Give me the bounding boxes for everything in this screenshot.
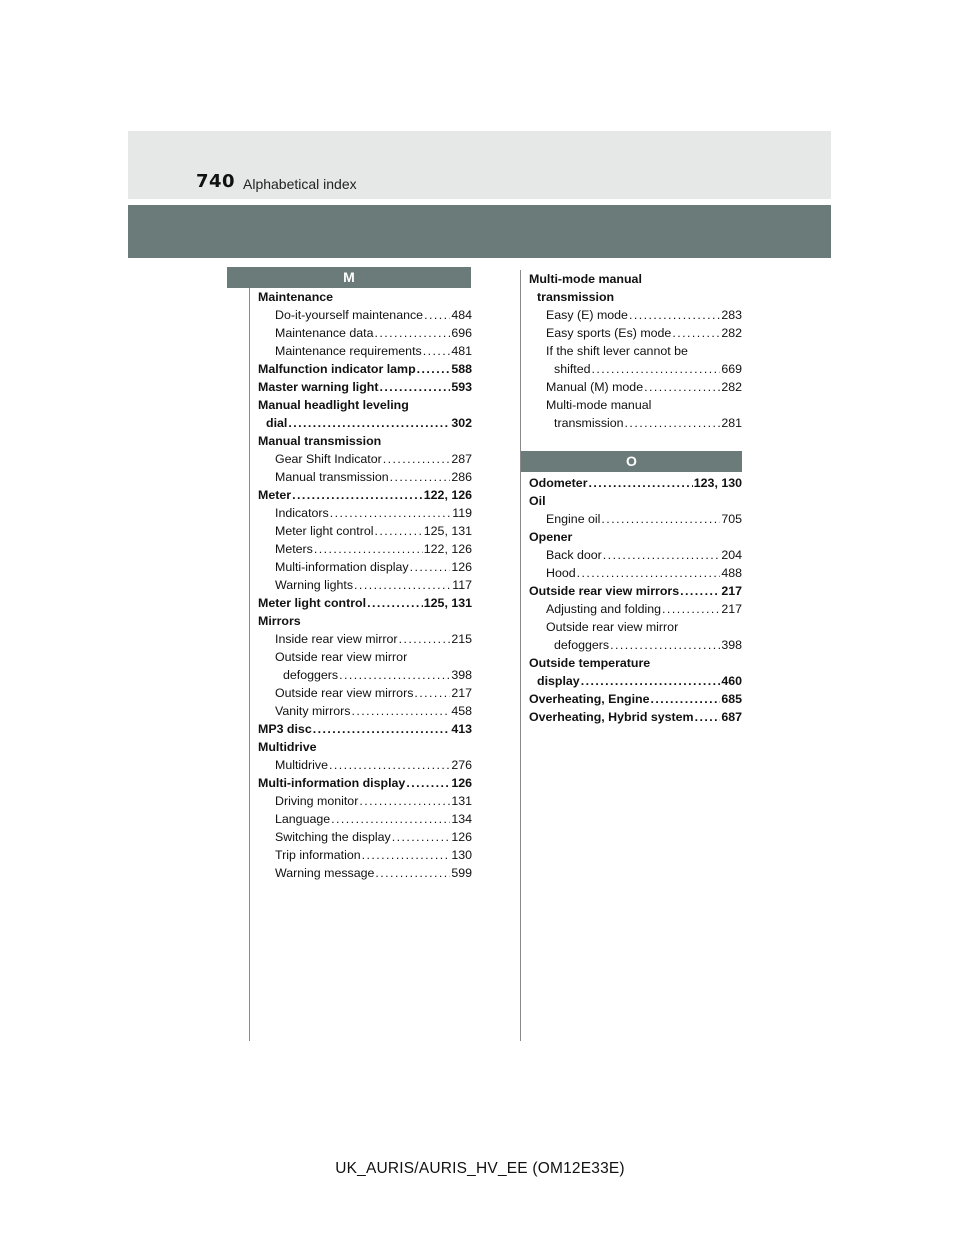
index-column-left xyxy=(258,288,472,882)
index-entry[interactable]: Meter light control . . . 125, 131 xyxy=(258,594,472,612)
index-entry[interactable]: Maintenance requirements . . . 481 xyxy=(258,342,472,360)
index-entry[interactable]: dial . . . 302 xyxy=(258,414,472,432)
index-entry[interactable]: Manual transmission xyxy=(258,434,382,448)
index-entry[interactable]: Outside temperature xyxy=(529,656,651,670)
index-entry[interactable]: Back door . . . 204 xyxy=(529,546,742,564)
section-header-m: M xyxy=(227,267,471,288)
index-entry[interactable]: Manual transmission . . . 286 xyxy=(258,468,472,486)
page-number: 740 xyxy=(196,171,236,192)
index-entry[interactable]: Opener xyxy=(529,530,573,544)
index-entry[interactable]: Meter light control . . . 125, 131 xyxy=(258,522,472,540)
index-entry[interactable]: Meter . . . 122, 126 xyxy=(258,486,472,504)
document-footer: UK_AURIS/AURIS_HV_EE (OM12E33E) xyxy=(335,1160,625,1177)
index-entry[interactable]: Warning lights . . . 117 xyxy=(258,576,472,594)
index-entry[interactable]: Driving monitor . . . 131 xyxy=(258,792,472,810)
index-entry[interactable]: MP3 disc . . . 413 xyxy=(258,720,472,738)
index-entry[interactable]: Switching the display . . . 126 xyxy=(258,828,472,846)
index-column-right-bottom xyxy=(529,474,742,726)
section-header-o: O xyxy=(521,451,742,472)
index-entry[interactable]: Multi-information display . . . 126 xyxy=(258,774,472,792)
index-entry[interactable]: Do-it-yourself maintenance . . . 484 xyxy=(258,306,472,324)
index-column-right-top xyxy=(529,270,742,432)
index-entry[interactable]: Adjusting and folding . . . 217 xyxy=(529,600,742,618)
index-entry[interactable]: Manual (M) mode . . . 282 xyxy=(529,378,742,396)
index-entry[interactable]: Outside rear view mirror xyxy=(546,620,679,634)
index-entry[interactable]: Maintenance xyxy=(258,290,334,304)
index-entry[interactable]: Meters . . . 122, 126 xyxy=(258,540,472,558)
index-entry[interactable]: Outside rear view mirrors . . . 217 xyxy=(529,582,742,600)
index-entry[interactable]: Overheating, Engine . . . 685 xyxy=(529,690,742,708)
index-entry[interactable]: defoggers . . . 398 xyxy=(258,666,472,684)
index-entry[interactable]: If the shift lever cannot be xyxy=(546,344,688,358)
index-entry[interactable]: Maintenance data . . . 696 xyxy=(258,324,472,342)
index-entry[interactable]: shifted . . . 669 xyxy=(529,360,742,378)
index-entry[interactable]: Oil xyxy=(529,494,546,508)
right-column-rule xyxy=(520,270,521,1041)
index-entry[interactable]: Gear Shift Indicator . . . 287 xyxy=(258,450,472,468)
index-entry[interactable]: Trip information . . . 130 xyxy=(258,846,472,864)
index-entry[interactable]: Overheating, Hybrid system . . . 687 xyxy=(529,708,742,726)
index-entry[interactable]: Easy (E) mode . . . 283 xyxy=(529,306,742,324)
index-entry[interactable]: Engine oil . . . 705 xyxy=(529,510,742,528)
index-entry[interactable]: Multi-information display . . . 126 xyxy=(258,558,472,576)
index-entry[interactable]: Multidrive . . . 276 xyxy=(258,756,472,774)
index-entry[interactable]: Vanity mirrors . . . 458 xyxy=(258,702,472,720)
index-entry[interactable]: Multidrive xyxy=(258,740,317,754)
index-entry[interactable]: transmission xyxy=(537,290,615,304)
index-entry[interactable]: Malfunction indicator lamp . . . 588 xyxy=(258,360,472,378)
page-title: Alphabetical index xyxy=(243,176,357,192)
index-entry[interactable]: Manual headlight leveling xyxy=(258,398,409,412)
index-entry[interactable]: Outside rear view mirrors . . . 217 xyxy=(258,684,472,702)
index-entry[interactable]: Outside rear view mirror xyxy=(275,650,408,664)
left-column-rule xyxy=(249,288,250,1041)
index-entry[interactable]: transmission . . . 281 xyxy=(529,414,742,432)
index-entry[interactable]: defoggers . . . 398 xyxy=(529,636,742,654)
index-entry[interactable]: display . . . 460 xyxy=(529,672,742,690)
index-entry[interactable]: Multi-mode manual xyxy=(529,272,642,286)
index-entry[interactable]: Warning message . . . 599 xyxy=(258,864,472,882)
index-entry[interactable]: Language . . . 134 xyxy=(258,810,472,828)
index-entry[interactable]: Easy sports (Es) mode . . . 282 xyxy=(529,324,742,342)
index-entry[interactable]: Inside rear view mirror . . . 215 xyxy=(258,630,472,648)
index-entry[interactable]: Master warning light . . . 593 xyxy=(258,378,472,396)
index-entry[interactable]: Mirrors xyxy=(258,614,301,628)
index-entry[interactable]: Multi-mode manual xyxy=(546,398,652,412)
header-bar xyxy=(128,205,831,258)
index-entry[interactable]: Indicators . . . 119 xyxy=(258,504,472,522)
index-entry[interactable]: Hood . . . 488 xyxy=(529,564,742,582)
index-entry[interactable]: Odometer . . . 123, 130 xyxy=(529,474,742,492)
